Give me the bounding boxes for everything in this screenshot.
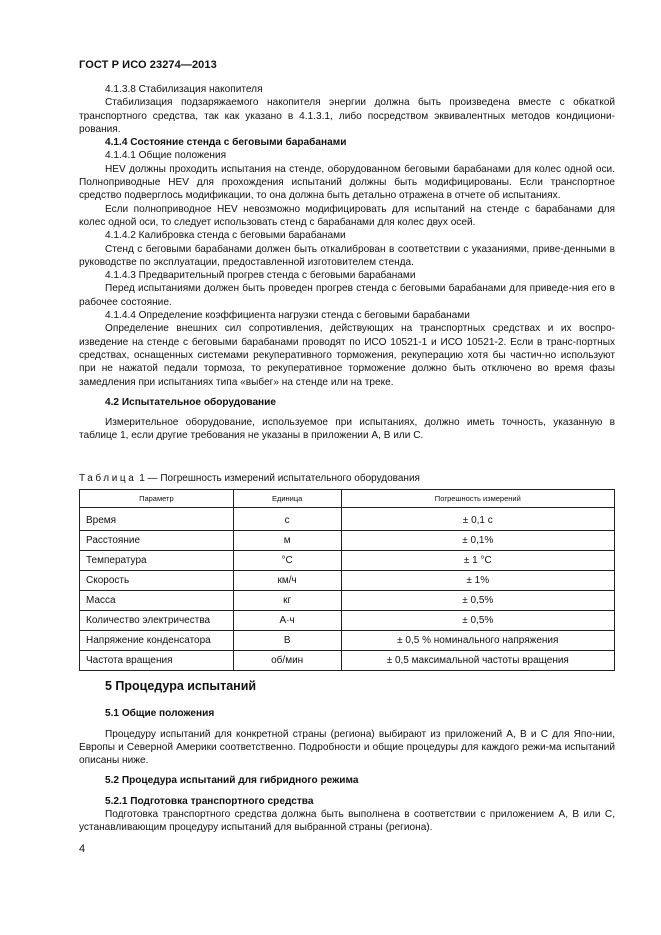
paragraph: Процедуру испытаний для конкретной страны (региона) выбирают из приложений А, В и С для Япо-нии, Европы и Северной Америки соответственно. Подробности и общие процедуры для каждого режи-ма испытаний описаны ниже. <box>79 728 615 767</box>
section-heading-5-2: 5.2 Процедура испытаний для гибридного режима <box>105 775 359 787</box>
table-cell-parameter: Время <box>80 508 234 531</box>
table-row <box>80 651 615 671</box>
section-heading-4-2: 4.2 Испытательное оборудование <box>105 396 276 408</box>
table-cell-accuracy: ± 0,1% <box>341 531 614 551</box>
section-heading-4-1-4: 4.1.4 Состояние стенда с беговыми барабанами <box>105 137 347 149</box>
table-row <box>80 591 615 611</box>
table-cell-parameter: Скорость <box>80 571 234 591</box>
table-header-row <box>80 490 615 508</box>
section-4-body <box>79 83 615 443</box>
table-cell-unit: А·ч <box>233 611 341 631</box>
table-cell-parameter: Температура <box>80 551 234 571</box>
column-header-unit: Единица <box>233 490 341 508</box>
paragraph: Если полноприводное HEV невозможно модифицировать для испытаний на стенде с барабанами для колес одной оси, то следует использовать стенд с барабанами для колес двух осей. <box>79 203 615 228</box>
section-5-body <box>79 680 615 835</box>
table-cell-unit: об/мин <box>233 651 341 671</box>
paragraph: Стабилизация подзаряжаемого накопителя энергии должна быть произведена вместе с обкаткой транспортного средства, так как указано в 4.1.3.1, либо посредством эквивалентных методов кондициони-рования. <box>79 97 615 135</box>
table-caption-text: 1 — Погрешность измерений испытательного оборудования <box>136 473 420 484</box>
table-cell-accuracy: ± 0,5% <box>341 591 614 611</box>
paragraph: Измерительное оборудование, используемое при испытаниях, должно иметь точность, указанную в таблице 1, если другие требования не указаны в приложении А, В или С. <box>79 417 615 442</box>
table-row <box>80 508 615 531</box>
paragraph: Стенд с беговыми барабанами должен быть откалиброван в соответствии с указаниями, приве-денными в руководстве по эксплуатации, предоставленной изготовителем стенда. <box>79 243 615 268</box>
table-cell-parameter: Количество электричества <box>80 611 234 631</box>
table-cell-unit: кг <box>233 591 341 611</box>
table-cell-accuracy: ± 1 °С <box>341 551 614 571</box>
subsection-title-4-1-3-8: 4.1.3.8 Стабилизация накопителя <box>105 84 263 95</box>
section-heading-5-1: 5.1 Общие положения <box>105 708 215 720</box>
table-cell-parameter: Частота вращения <box>80 651 234 671</box>
table-cell-unit: м <box>233 531 341 551</box>
table-row <box>80 571 615 591</box>
paragraph: Определение внешних сил сопротивления, действующих на транспортных средствах и их воспро-изведение на стенде с беговыми барабанами проводят по ИСО 10521-1 и ИСО 10521-2. Если в транс-портных средствах, оснащенных системами рекуперативного торможения, рекуперацию хотя бы частич-но используют при не нажатой педали тормоза, то рекуперативное торможение должно быть отключено во время фазы замедления при испытаниях типа «выбег» на стенде или на треке. <box>79 323 615 388</box>
table-cell-unit: с <box>233 508 341 531</box>
table-row <box>80 611 615 631</box>
subsection-title-4-1-4-1: 4.1.4.1 Общие положения <box>105 150 227 162</box>
document-header: ГОСТ Р ИСО 23274—2013 <box>79 59 217 71</box>
column-header-accuracy: Погрешность измерений <box>341 490 614 508</box>
subsection-title-4-1-4-2: 4.1.4.2 Калибровка стенда с беговыми барабанами <box>105 230 346 242</box>
table-cell-accuracy: ± 0,5% <box>341 611 614 631</box>
table-cell-accuracy: ± 0,5 % номинального напряжения <box>341 631 614 651</box>
table-cell-accuracy: ± 1% <box>341 571 614 591</box>
paragraph: Перед испытаниями должен быть проведен прогрев стенда с беговыми барабанами для приведе-ния его в рабочее состояние. <box>79 283 615 308</box>
column-header-parameter: Параметр <box>80 490 234 508</box>
page-number: 4 <box>79 843 86 855</box>
table-row <box>80 631 615 651</box>
table-cell-unit: В <box>233 631 341 651</box>
table-caption <box>79 473 420 484</box>
section-heading-5-2-1: 5.2.1 Подготовка транспортного средства <box>105 795 314 807</box>
section-heading-5: 5 Процедура испытаний <box>105 679 257 693</box>
table-cell-unit: км/ч <box>233 571 341 591</box>
table-row <box>80 551 615 571</box>
table-caption-prefix: Таблица <box>79 473 137 484</box>
table-cell-accuracy: ± 0,1 с <box>341 508 614 531</box>
table-cell-parameter: Масса <box>80 591 234 611</box>
subsection-title-4-1-4-3: 4.1.4.3 Предварительный прогрев стенда с беговыми барабанами <box>105 270 416 282</box>
table-cell-accuracy: ± 0,5 максимальной частоты вращения <box>341 651 614 671</box>
table-cell-parameter: Напряжение конденсатора <box>80 631 234 651</box>
subsection-title-4-1-4-4: 4.1.4.4 Определение коэффициента нагрузки стенда с беговыми барабанами <box>105 310 470 322</box>
table-cell-parameter: Расстояние <box>80 531 234 551</box>
table-row <box>80 531 615 551</box>
paragraph: Подготовка транспортного средства должна быть выполнена в соответствии с приложением А, В или С, устанавливающим процедуру испытаний для выбранной страны (региона). <box>79 809 615 834</box>
paragraph: HEV должны проходить испытания на стенде, оборудованном беговыми барабанами для колес одной оси. Полноприводные HEV для прохождения испытаний должны быть модифицированы. Если транспортное средство подверглось модификации, то она должна быть детально отражена в отчете об испытаниях. <box>79 163 615 202</box>
table-cell-unit: °С <box>233 551 341 571</box>
accuracy-table <box>79 489 615 671</box>
